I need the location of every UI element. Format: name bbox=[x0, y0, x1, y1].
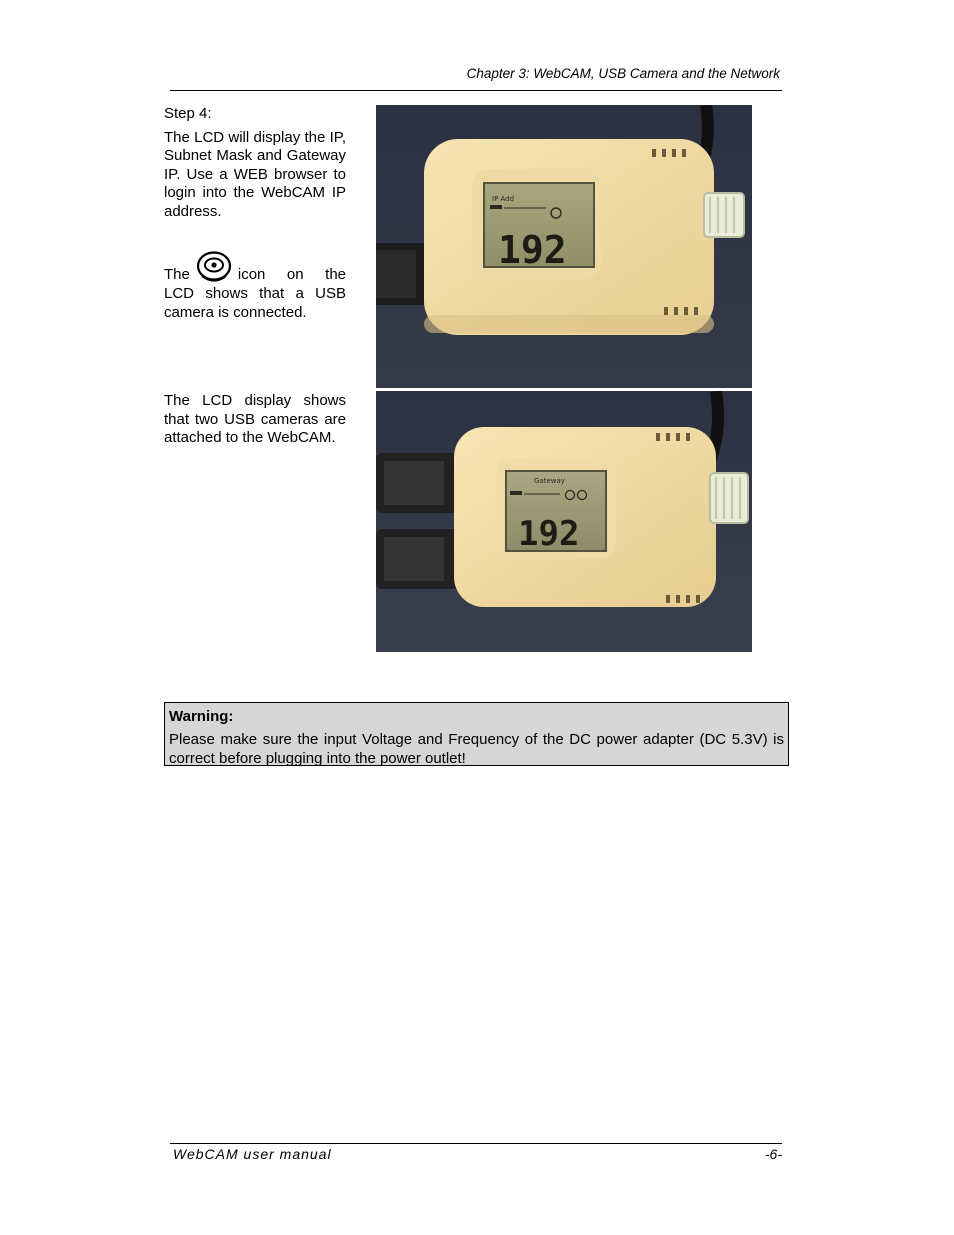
step-text: The LCD will display the IP, Subnet Mask and Gateway IP. Use a WEB browser to login into the WebCAM IP address. bbox=[164, 128, 346, 220]
two-cameras-text: The LCD display shows that two USB cameras are attached to the WebCAM. bbox=[164, 392, 346, 447]
warning-title: Warning: bbox=[169, 708, 234, 725]
two-cameras-note bbox=[164, 392, 346, 448]
lcd-label-1: IP Add bbox=[492, 195, 515, 203]
warning-text: Please make sure the input Voltage and Frequency of the DC power adapter (DC 5.3V) is correct before plugging into the power outlet! bbox=[169, 731, 784, 767]
step-section bbox=[164, 105, 346, 222]
icon-note-word: The bbox=[164, 266, 190, 284]
usb-camera-icon bbox=[196, 251, 232, 285]
page-number: -6- bbox=[764, 1146, 782, 1162]
icon-note-rest-line1: icon on the bbox=[237, 266, 346, 284]
footer-rule bbox=[170, 1143, 782, 1144]
lcd-value-1: 192 bbox=[498, 228, 567, 272]
header-rule bbox=[170, 90, 782, 91]
footer-manual-title: WebCAM user manual bbox=[173, 1146, 332, 1162]
webcam-photo-two-cameras bbox=[376, 391, 752, 652]
icon-note bbox=[164, 251, 346, 322]
icon-note-text: LCD shows that a USB camera is connected. bbox=[164, 285, 346, 321]
webcam-photo-one-camera bbox=[376, 105, 752, 388]
lcd-value-2: 192 bbox=[518, 514, 580, 554]
step-label: Step 4: bbox=[164, 105, 212, 122]
lcd-label-2: Gateway bbox=[534, 477, 565, 485]
chapter-title: Chapter 3: WebCAM, USB Camera and the Network bbox=[466, 66, 780, 81]
warning-box bbox=[164, 702, 789, 766]
